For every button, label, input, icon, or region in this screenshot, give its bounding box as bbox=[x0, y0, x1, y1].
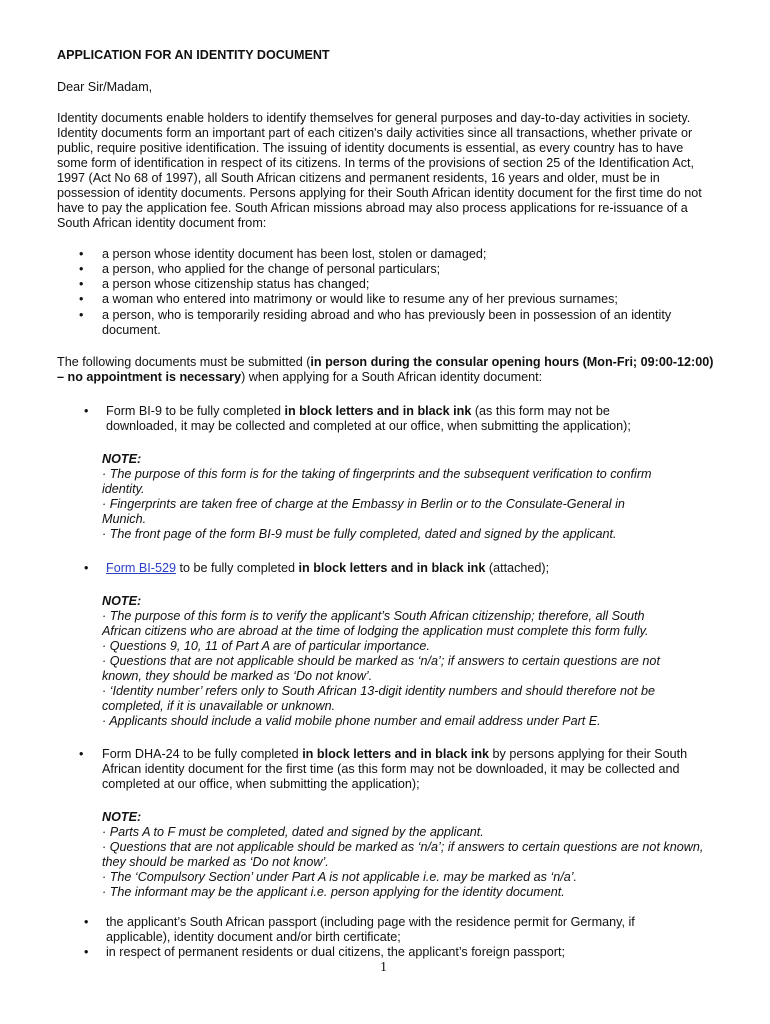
bullet: • bbox=[84, 404, 89, 418]
dha24-line-1 bbox=[102, 747, 687, 762]
bi529-text: (attached); bbox=[485, 561, 550, 575]
list-item: a woman who entered into matrimony or would like to resume any of her previous surnames; bbox=[102, 292, 618, 306]
bi529-text: to be fully completed bbox=[176, 561, 299, 575]
note-line: · The informant may be the applicant i.e. person applying for the identity document. bbox=[102, 885, 565, 899]
note-label: NOTE: bbox=[102, 594, 142, 608]
bullet: • bbox=[79, 308, 84, 322]
submit-bold: – no appointment is necessary bbox=[57, 370, 242, 384]
list-item-continuation: document. bbox=[102, 323, 161, 337]
bi9-line-2: downloaded, it may be collected and completed at our office, when submitting the application); bbox=[106, 419, 631, 433]
note-line: · Questions that are not applicable should be marked as ‘n/a’; if answers to certain questions are not known, bbox=[102, 840, 704, 854]
list-item: a person whose identity document has been lost, stolen or damaged; bbox=[102, 247, 487, 261]
list-item-continuation: applicable), identity document and/or birth certificate; bbox=[106, 930, 401, 944]
bullet: • bbox=[84, 915, 89, 929]
note-line: · The front page of the form BI-9 must be fully completed, dated and signed by the applicant. bbox=[102, 527, 617, 541]
submit-bold: in person during the consular opening hours (Mon-Fri; 09:00-12:00) bbox=[310, 355, 714, 369]
dha24-bold: in block letters and in black ink bbox=[302, 747, 490, 761]
dha24-text: Form DHA-24 to be fully completed bbox=[102, 747, 303, 761]
note-line: · Questions that are not applicable should be marked as ‘n/a’; if answers to certain questions are not bbox=[102, 654, 660, 668]
note-line: · Fingerprints are taken free of charge at the Embassy in Berlin or to the Consulate-General in bbox=[102, 497, 625, 511]
bi529-bold: in block letters and in black ink bbox=[298, 561, 486, 575]
note-label: NOTE: bbox=[102, 810, 142, 824]
bi9-text: Form BI-9 to be fully completed bbox=[106, 404, 285, 418]
intro-line: Identity documents enable holders to identify themselves for general purposes and day-to-day activities in society. bbox=[57, 111, 691, 125]
list-item: in respect of permanent residents or dual citizens, the applicant’s foreign passport; bbox=[106, 945, 565, 959]
note-line: known, they should be marked as ‘Do not know’. bbox=[102, 669, 373, 683]
bullet: • bbox=[79, 262, 84, 276]
dha24-line-3: completed at our office, when submitting the application); bbox=[102, 777, 420, 791]
note-line: · The purpose of this form is to verify the applicant’s South African citizenship; therefore, all South bbox=[102, 609, 645, 623]
intro-line: Identity documents form an important part of each citizen's daily activities since all transactions, whether private or bbox=[57, 126, 693, 140]
page-number: 1 bbox=[380, 960, 387, 975]
salutation: Dear Sir/Madam, bbox=[57, 80, 153, 94]
note-line: they should be marked as ‘Do not know’. bbox=[102, 855, 329, 869]
note-line: · Questions 9, 10, 11 of Part A are of particular importance. bbox=[102, 639, 430, 653]
submit-text: ) when applying for a South African identity document: bbox=[241, 370, 543, 384]
intro-line: South African identity document from: bbox=[57, 216, 267, 230]
note-line: · The ‘Compulsory Section’ under Part A is not applicable i.e. may be marked as ‘n/a’. bbox=[102, 870, 578, 884]
intro-line: some form of identification in respect of its citizens. In terms of the provisions of section 25 of the Identification Act, bbox=[57, 156, 694, 170]
intro-line: possession of identity documents. Persons applying for their South African identity document for the first time do not bbox=[57, 186, 702, 200]
submit-text: The following documents must be submitted ( bbox=[57, 355, 311, 369]
bullet: • bbox=[84, 945, 89, 959]
bullet: • bbox=[79, 277, 84, 291]
bullet: • bbox=[79, 747, 84, 761]
dha24-text: by persons applying for their South bbox=[489, 747, 688, 761]
note-line: · The purpose of this form is for the taking of fingerprints and the subsequent verification to confirm bbox=[102, 467, 652, 481]
bi9-text: (as this form may not be bbox=[471, 404, 610, 418]
bi9-bold: in block letters and in black ink bbox=[284, 404, 472, 418]
bullet: • bbox=[79, 292, 84, 306]
intro-line: have to pay the application fee. South African missions abroad may also process applications for re-issuance of a bbox=[57, 201, 688, 215]
note-line: · Applicants should include a valid mobile phone number and email address under Part E. bbox=[102, 714, 601, 728]
note-line: · ‘Identity number’ refers only to South African 13-digit identity numbers and should therefore not be bbox=[102, 684, 656, 698]
submit-line-1 bbox=[57, 355, 713, 370]
intro-line: 1997 (Act No 68 of 1997), all South African citizens and permanent residents, 16 years and older, must be in bbox=[57, 171, 660, 185]
form-bi529-link[interactable]: Form BI-529 bbox=[106, 561, 176, 575]
note-line: Munich. bbox=[102, 512, 147, 526]
note-line: African citizens who are abroad at the time of lodging the application must complete this form fully. bbox=[102, 624, 649, 638]
dha24-line-2: African identity document for the first time (as this form may not be downloaded, it may be collected and bbox=[102, 762, 680, 776]
bullet: • bbox=[79, 247, 84, 261]
intro-line: public, require positive identification. The issuing of identity documents is essential, as every country has to have bbox=[57, 141, 684, 155]
note-label: NOTE: bbox=[102, 452, 142, 466]
list-item: a person, who applied for the change of personal particulars; bbox=[102, 262, 441, 276]
list-item: a person whose citizenship status has changed; bbox=[102, 277, 370, 291]
bullet: • bbox=[84, 561, 89, 575]
list-item: the applicant’s South African passport (including page with the residence permit for Germany, if bbox=[106, 915, 635, 929]
bi529-line bbox=[106, 561, 549, 576]
list-item: a person, who is temporarily residing abroad and who has previously been in possession of an identity bbox=[102, 308, 672, 322]
bi9-line-1 bbox=[106, 404, 610, 419]
submit-line-2 bbox=[57, 370, 542, 385]
note-line: identity. bbox=[102, 482, 145, 496]
page-title: APPLICATION FOR AN IDENTITY DOCUMENT bbox=[57, 48, 330, 62]
note-line: completed, if it is unavailable or unknown. bbox=[102, 699, 336, 713]
note-line: · Parts A to F must be completed, dated and signed by the applicant. bbox=[102, 825, 484, 839]
